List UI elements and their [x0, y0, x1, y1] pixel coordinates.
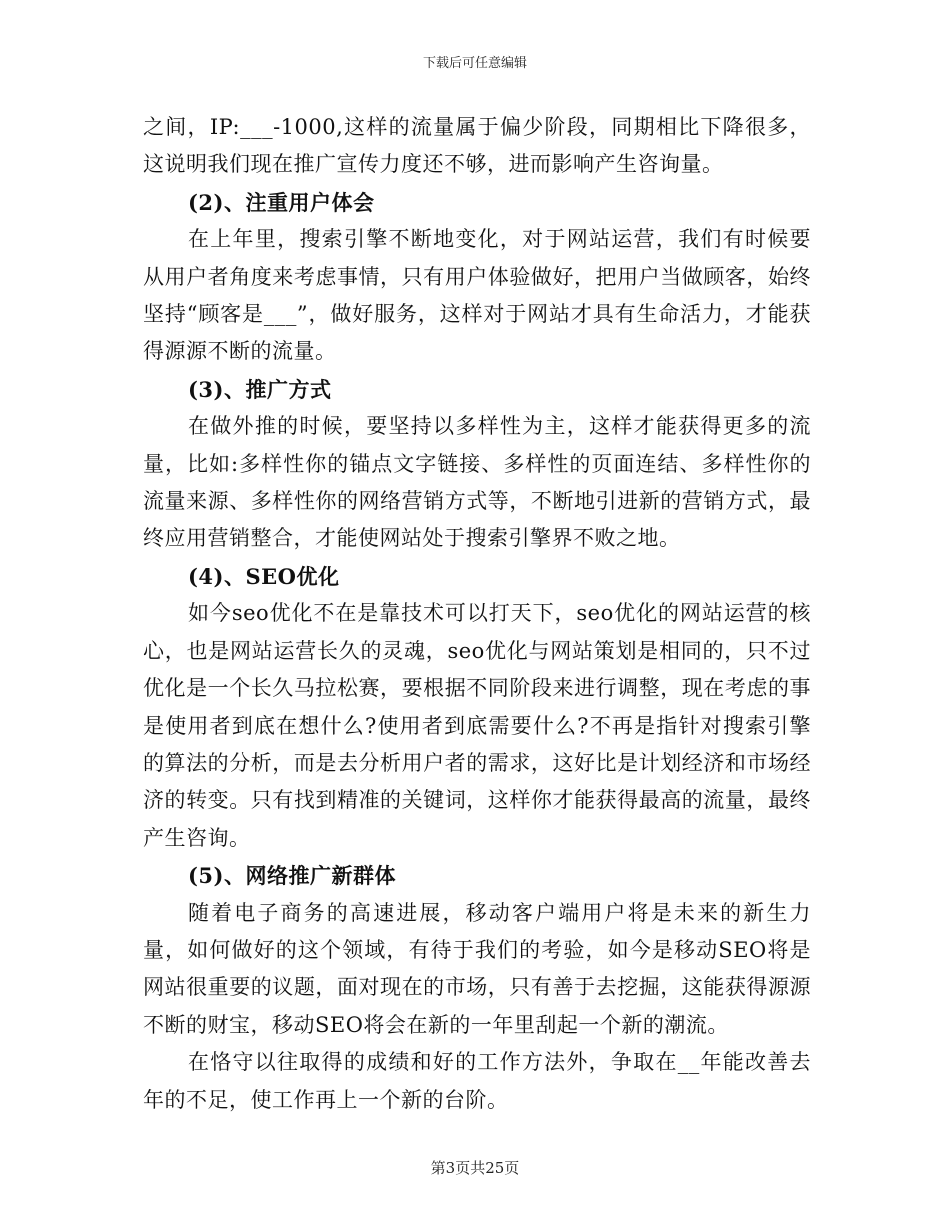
section-heading-user-experience: (2)、注重用户体会	[188, 189, 375, 215]
paragraph-user-experience: 在上年里，搜索引擎不断地变化，对于网站运营，我们有时候要从用户者角度来考虑事情，只有用户体验做好，把用户当做顾客，始终坚持“顾客是___”，做好服务，这样对于网站才具有生命活力，才能获得源源不断的流量。	[143, 227, 811, 364]
page-number: 第3页共25页	[430, 1159, 520, 1177]
paragraph-promotion-method: 在做外推的时候，要坚持以多样性为主，这样才能获得更多的流量，比如:多样性你的锚点文字链接、多样性的页面连结、多样性你的流量来源、多样性你的网络营销方式等，不断地引进新的营销方式，最终应用营销整合，才能使网站处于搜索引擎界不败之地。	[143, 414, 811, 551]
paragraph-conclusion: 在恪守以往取得的成绩和好的工作方法外，争取在__年能改善去年的不足，使工作再上一个新的台阶。	[143, 1050, 811, 1112]
section-heading-seo: (4)、SEO优化	[188, 563, 340, 589]
section-heading-promotion-method: (3)、推广方式	[188, 376, 332, 402]
section-heading-new-group: (5)、网络推广新群体	[188, 863, 396, 889]
page-header: 下载后可任意编辑	[422, 56, 527, 71]
paragraph-intro: 之间，IP:___-1000,这样的流量属于偏少阶段，同期相比下降很多，这说明我们现在推广宣传力度还不够，进而影响产生咨询量。	[143, 115, 811, 177]
paragraph-new-group: 随着电子商务的高速进展，移动客户端用户将是未来的新生力量，如何做好的这个领域，有待于我们的考验，如今是移动SEO将是网站很重要的议题，面对现在的市场，只有善于去挖掘，这能获得源源不断的财宝，移动SEO将会在新的一年里刮起一个新的潮流。	[143, 900, 811, 1037]
paragraph-seo: 如今seo优化不在是靠技术可以打天下，seo优化的网站运营的核心，也是网站运营长久的灵魂，seo优化与网站策划是相同的，只不过优化是一个长久马拉松赛，要根据不同阶段来进行调整，现在考虑的事是使用者到底在想什么?使用者到底需要什么?不再是指针对搜索引擎的算法的分析，而是去分析用户者的需求，这好比是计划经济和市场经济的转变。只有找到精准的关键词，这样你才能获得最高的流量，最终产生咨询。	[143, 601, 811, 850]
document-body	[143, 109, 811, 1119]
